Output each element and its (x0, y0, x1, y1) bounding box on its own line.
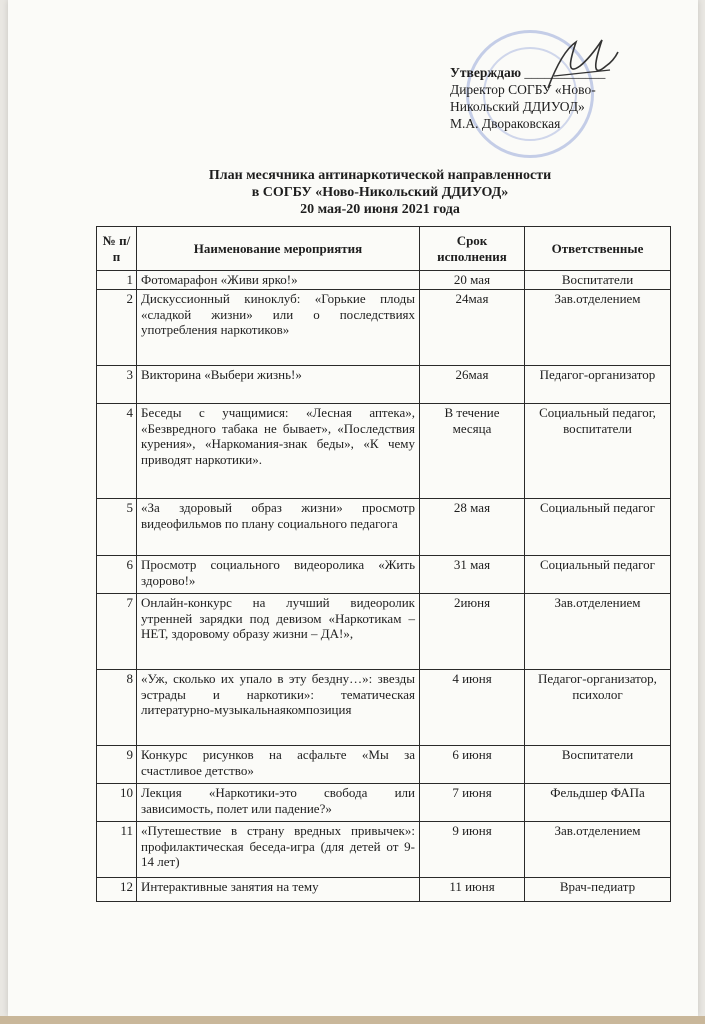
event-responsible: Воспитатели (525, 271, 671, 290)
approval-signatory: М.А. Двораковская (450, 116, 561, 131)
row-number: 10 (97, 784, 137, 822)
title-line1: План месячника антинаркотической направленности (208, 168, 552, 183)
event-name: Викторина «Выбери жизнь!» (137, 366, 420, 404)
event-responsible: Зав.отделением (525, 822, 671, 878)
table-row (97, 404, 671, 499)
row-number: 2 (97, 290, 137, 366)
event-deadline: 31 мая (420, 556, 525, 594)
events-table (96, 226, 671, 902)
event-responsible: Зав.отделением (525, 594, 671, 670)
table-row (97, 670, 671, 746)
desk-surface (0, 1016, 705, 1024)
table-row (97, 784, 671, 822)
event-deadline: 4 июня (420, 670, 525, 746)
event-name: Онлайн-конкурс на лучший видеоролик утренней зарядки под девизом «Наркотикам –НЕТ, здоровому образу жизни – ДА!», (137, 594, 420, 670)
event-name: Интерактивные занятия на тему (137, 878, 420, 902)
table-row (97, 290, 671, 366)
event-name: Дискуссионный киноклуб: «Горькие плоды «сладкой жизни» или о последствиях употребления наркотиков» (137, 290, 420, 366)
row-number: 5 (97, 499, 137, 556)
event-name: Просмотр социального видеоролика «Жить здорово!» (137, 556, 420, 594)
event-name: «Путешествие в страну вредных привычек»: профилактическая беседа-игра (для детей от 9-14 лет) (137, 822, 420, 878)
header-event-name: Наименование мероприятия (137, 227, 420, 271)
row-number: 8 (97, 670, 137, 746)
table-row (97, 366, 671, 404)
row-number: 9 (97, 746, 137, 784)
event-responsible: Врач-педиатр (525, 878, 671, 902)
event-responsible: Зав.отделением (525, 290, 671, 366)
event-responsible: Социальный педагог (525, 499, 671, 556)
event-name: «Уж, сколько их упало в эту бездну…»: звезды эстрады и наркотики»: тематическая литературно-музыкальнаякомпозиция (137, 670, 420, 746)
table-row (97, 556, 671, 594)
event-name: Фотомарафон «Живи ярко!» (137, 271, 420, 290)
event-name: Беседы с учащимися: «Лесная аптека», «Безвредного табака не бывает», «Последствия курения», «Наркомания-знак беды», «К чему приводят наркотики». (137, 404, 420, 499)
title-line3: 20 мая-20 июня 2021 года (300, 202, 460, 217)
approval-position-line1: Директор СОГБУ «Ново- (450, 82, 596, 97)
event-deadline: 20 мая (420, 271, 525, 290)
row-number: 6 (97, 556, 137, 594)
table-row (97, 271, 671, 290)
event-name: Лекция «Наркотики-это свобода или зависимость, полет или падение?» (137, 784, 420, 822)
event-deadline: 2июня (420, 594, 525, 670)
approval-block: Утверждаю ____________ Директор СОГБУ «Ново- Никольский ДДИУОД» М.А. Двораковская (450, 64, 690, 132)
row-number: 4 (97, 404, 137, 499)
event-deadline: 26мая (420, 366, 525, 404)
table-row (97, 822, 671, 878)
header-deadline: Срок исполнения (420, 227, 525, 271)
event-deadline: 6 июня (420, 746, 525, 784)
row-number: 11 (97, 822, 137, 878)
row-number: 7 (97, 594, 137, 670)
row-number: 1 (97, 271, 137, 290)
header-responsible: Ответственные (525, 227, 671, 271)
event-responsible: Фельдшер ФАПа (525, 784, 671, 822)
event-responsible: Педагог-организатор (525, 366, 671, 404)
approval-position-line2: Никольский ДДИУОД» (450, 99, 585, 114)
event-responsible: Социальный педагог, воспитатели (525, 404, 671, 499)
document-title (100, 167, 660, 218)
table-row (97, 746, 671, 784)
event-responsible: Социальный педагог (525, 556, 671, 594)
table-header-row (97, 227, 671, 271)
event-name: Конкурс рисунков на асфальте «Мы за счастливое детство» (137, 746, 420, 784)
event-deadline: В течение месяца (420, 404, 525, 499)
approval-label: Утверждаю (450, 65, 522, 80)
header-number: № п/п (97, 227, 137, 271)
table-row (97, 499, 671, 556)
event-deadline: 7 июня (420, 784, 525, 822)
event-responsible: Педагог-организатор, психолог (525, 670, 671, 746)
event-deadline: 28 мая (420, 499, 525, 556)
event-deadline: 9 июня (420, 822, 525, 878)
table-row (97, 594, 671, 670)
event-name: «За здоровый образ жизни» просмотр видеофильмов по плану социального педагога (137, 499, 420, 556)
event-deadline: 11 июня (420, 878, 525, 902)
table-row (97, 878, 671, 902)
event-deadline: 24мая (420, 290, 525, 366)
title-line2: в СОГБУ «Ново-Никольский ДДИУОД» (251, 185, 509, 200)
row-number: 12 (97, 878, 137, 902)
event-responsible: Воспитатели (525, 746, 671, 784)
row-number: 3 (97, 366, 137, 404)
